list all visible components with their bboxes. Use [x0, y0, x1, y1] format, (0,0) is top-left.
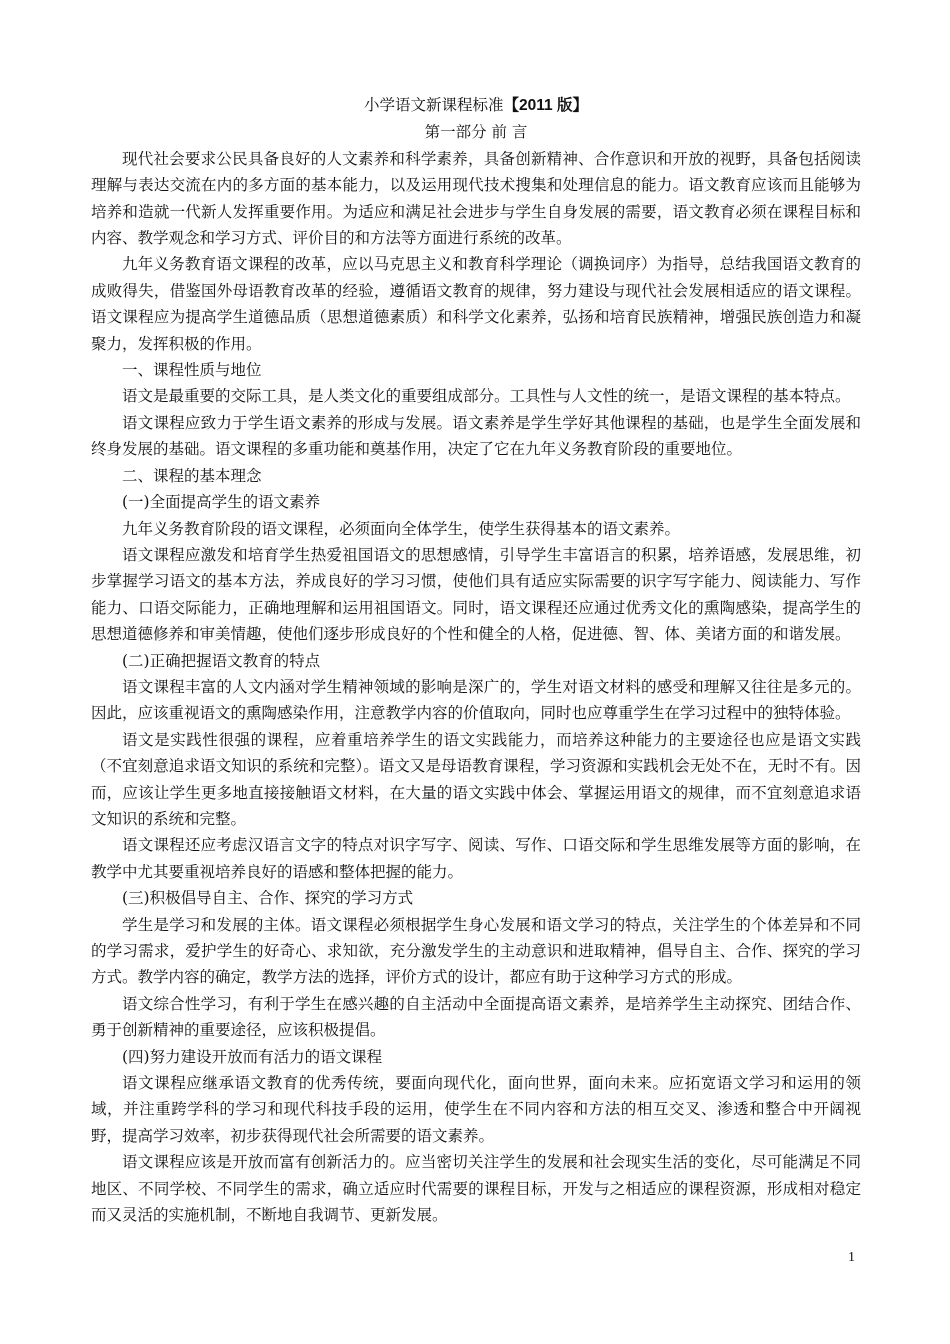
paragraph: 语文是最重要的交际工具，是人类文化的重要组成部分。工具性与人文性的统一，是语文课程的基本特点。 — [122, 387, 851, 406]
paragraph: 现代社会要求公民具备良好的人文素养和科学素养，具备创新精神、合作意识和开放的视野，具备包括阅读理解与表达交流在内的多方面的基本能力，以及运用现代技术搜集和处理信息的能力。语文教育应该而且能够为培养和造就一代新人发挥重要作用。为适应和满足社会进步与学生自身发展的需要，语文教育必须在课程目标和内容、教学观念和学习方式、评价目的和方法等方面进行系统的改革。 — [91, 149, 861, 248]
paragraph: 语文课程还应考虑汉语言文字的特点对识字写字、阅读、写作、口语交际和学生思维发展等方面的影响，在教学中尤其要重视培养良好的语感和整体把握的能力。 — [91, 836, 861, 881]
paragraph: 语文是实践性很强的课程，应着重培养学生的语文实践能力，而培养这种能力的主要途径也应是语文实践（不宜刻意追求语文知识的系统和完整）。语文又是母语教育课程，学习资源和实践机会无处不在，无时不有。因而，应该让学生更多地直接接触语文材料，在大量的语文实践中体会、掌握运用语文的规律，而不宜刻意追求语文知识的系统和完整。 — [91, 730, 861, 828]
paragraph: 学生是学习和发展的主体。语文课程必须根据学生身心发展和语文学习的特点，关注学生的个体差异和不同的学习需求，爱护学生的好奇心、求知欲，充分激发学生的主动意识和进取精神，倡导自主、合作、探究的学习方式。教学内容的确定，教学方法的选择，评价方式的设计，都应有助于这种学习方式的形成。 — [91, 915, 861, 987]
document-title — [91, 92, 861, 119]
paragraph: 二、课程的基本理念 — [122, 466, 262, 485]
paragraph: 语文课程应致力于学生语文素养的形成与发展。语文素养是学生学好其他课程的基础，也是学生全面发展和终身发展的基础。语文课程的多重功能和奠基作用，决定了它在九年义务教育阶段的重要地位。 — [91, 413, 861, 459]
paragraph: (二)正确把握语文教育的特点 — [122, 651, 321, 670]
paragraph: 语文综合性学习，有利于学生在感兴趣的自主活动中全面提高语文素养，是培养学生主动探究、团结合作、勇于创新精神的重要途径，应该积极提倡。 — [91, 994, 861, 1040]
paragraph: (四)努力建设开放而有活力的语文课程 — [122, 1047, 383, 1066]
paragraph: 九年义务教育语文课程的改革，应以马克思主义和教育科学理论（调换词序）为指导，总结我国语文教育的成败得失，借鉴国外母语教育改革的经验，遵循语文教育的规律，努力建设与现代社会发展相适应的语文课程。语文课程应为提高学生道德品质（思想道德素质）和科学文化素养，弘扬和培育民族精神，增强民族创造力和凝聚力，发挥积极的作用。 — [91, 255, 861, 353]
paragraph: (三)积极倡导自主、合作、探究的学习方式 — [122, 889, 414, 908]
section-heading: 第一部分 前 言 — [424, 123, 528, 142]
paragraph: 语文课程应激发和培育学生热爱祖国语文的思想感情，引导学生丰富语言的积累，培养语感，发展思维，初步掌握学习语文的基本方法，养成良好的学习习惯，使他们具有适应实际需要的识字写字能力、阅读能力、写作能力、口语交际能力，正确地理解和运用祖国语文。同时，语文课程还应通过优秀文化的熏陶感染，提高学生的思想道德修养和审美情趣，使他们逐步形成良好的个性和健全的人格，促进德、智、体、美诸方面的和谐发展。 — [91, 545, 861, 644]
paragraph: 语文课程丰富的人文内涵对学生精神领域的影响是深广的，学生对语文材料的感受和理解又往往是多元的。因此，应该重视语文的熏陶感染作用，注意教学内容的价值取向，同时也应尊重学生在学习过程中的独特体验。 — [91, 677, 861, 723]
paragraph: 语文课程应该是开放而富有创新活力的。应当密切关注学生的发展和社会现实生活的变化，尽可能满足不同地区、不同学校、不同学生的需求，确立适应时代需要的课程目标，开发与之相适应的课程资源，形成相对稳定而又灵活的实施机制，不断地自我调节、更新发展。 — [91, 1153, 861, 1225]
document-body — [91, 146, 861, 1229]
title-text: 小学语文新课程标准 — [364, 96, 504, 114]
document-page — [91, 92, 861, 1228]
title-edition: 【2011 版】 — [503, 97, 588, 114]
paragraph: (一)全面提高学生的语文素养 — [122, 493, 321, 512]
paragraph: 语文课程应继承语文教育的优秀传统，要面向现代化，面向世界，面向未来。应拓宽语文学习和运用的领域，并注重跨学科的学习和现代科技手段的运用，使学生在不同内容和方法的相互交叉、渗透和整合中开阔视野，提高学习效率，初步获得现代社会所需要的语文素养。 — [91, 1074, 861, 1145]
paragraph: 九年义务教育阶段的语文课程，必须面向全体学生，使学生获得基本的语文素养。 — [122, 519, 681, 538]
page-number: 1 — [848, 1250, 855, 1265]
paragraph: 一、课程性质与地位 — [122, 361, 262, 380]
